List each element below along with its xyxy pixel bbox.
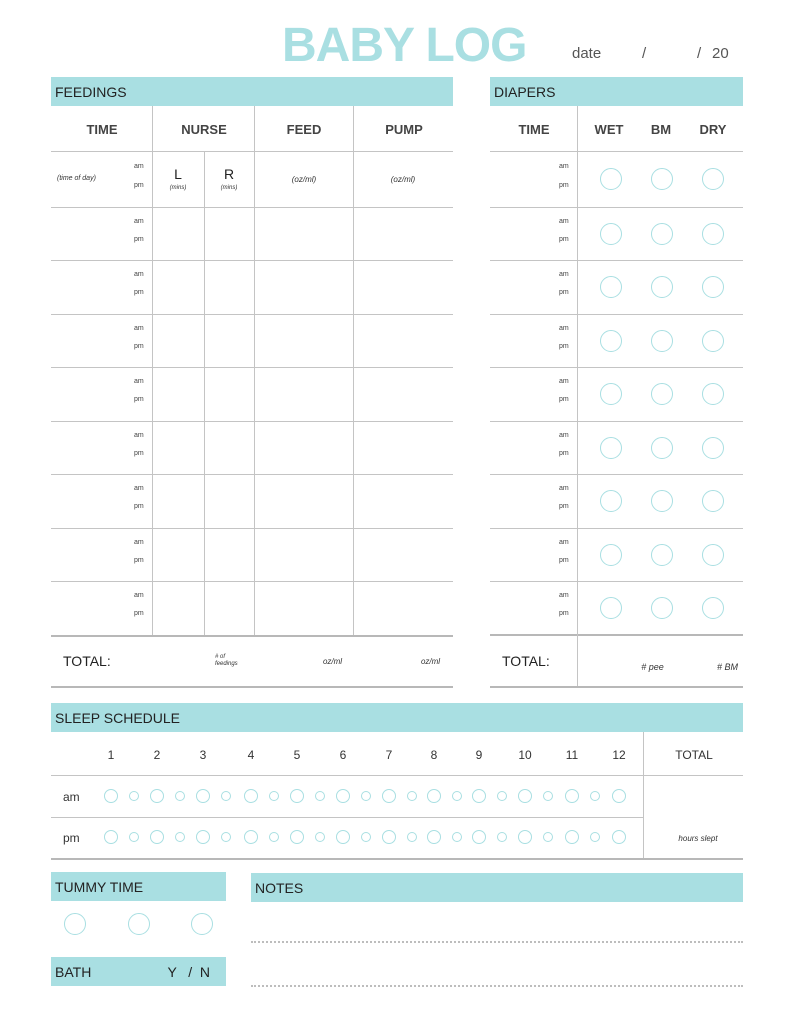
tummy-time-checkbox[interactable] [191, 913, 213, 935]
nurse-left-cell[interactable] [152, 314, 204, 367]
sleep-total-label: TOTAL [675, 748, 713, 762]
date-separator: / [697, 45, 702, 62]
feedings-column-header: PUMP [385, 122, 423, 137]
am-label: am [559, 218, 569, 225]
feeding-time-cell[interactable] [51, 207, 152, 260]
feed-amount-cell[interactable] [254, 367, 353, 421]
sleep-am-half-hour-circle[interactable] [543, 791, 553, 801]
pm-label: pm [559, 503, 569, 510]
feedings-title: FEEDINGS [55, 83, 127, 100]
total-pump-unit: oz/ml [420, 657, 441, 666]
wet-checkbox[interactable] [600, 223, 622, 245]
sleep-pm-hour-circle[interactable] [472, 830, 486, 844]
hour-label: 5 [293, 748, 301, 762]
hour-label: 7 [385, 748, 393, 762]
nurse-left-cell[interactable] [152, 367, 204, 421]
pump-unit-hint: (oz/ml) [390, 175, 416, 184]
pm-label: pm [559, 610, 569, 617]
feed-amount-cell[interactable] [254, 421, 353, 474]
sleep-pm-hour-circle[interactable] [196, 830, 210, 844]
bm-checkbox[interactable] [651, 168, 673, 190]
sleep-pm-half-hour-circle[interactable] [361, 832, 371, 842]
sleep-am-half-hour-circle[interactable] [407, 791, 417, 801]
feeding-time-cell[interactable] [51, 421, 152, 474]
pm-label: pm [134, 396, 144, 403]
sleep-am-hour-circle[interactable] [518, 789, 532, 803]
bm-checkbox[interactable] [651, 276, 673, 298]
total-bottom-line [490, 686, 743, 688]
pm-label: pm [134, 343, 144, 350]
sleep-am-hour-circle[interactable] [290, 789, 304, 803]
am-label: am [134, 218, 144, 225]
sleep-am-half-hour-circle[interactable] [221, 791, 231, 801]
pm-label: pm [559, 450, 569, 457]
hour-label: 3 [199, 748, 207, 762]
feedings-column-header: NURSE [181, 122, 227, 137]
sleep-am-half-hour-circle[interactable] [361, 791, 371, 801]
pm-label: pm [134, 557, 144, 564]
sleep-am-hour-circle[interactable] [196, 789, 210, 803]
sleep-am-hour-circle[interactable] [336, 789, 350, 803]
diapers-total-label: TOTAL: [502, 653, 550, 669]
dry-checkbox[interactable] [702, 383, 724, 405]
pm-label: pm [559, 557, 569, 564]
hour-label: 12 [612, 748, 626, 762]
am-label: am [134, 485, 144, 492]
am-label: am [134, 325, 144, 332]
time-hint: (time of day) [57, 175, 96, 182]
mins-hint: (mins) [220, 185, 238, 191]
diaper-time-cell[interactable] [490, 421, 577, 474]
bm-checkbox[interactable] [651, 544, 673, 566]
diapers-column-header: WET [594, 122, 624, 137]
pm-label: pm [559, 343, 569, 350]
sleep-pm-hour-circle[interactable] [427, 830, 441, 844]
notes-line[interactable] [251, 985, 743, 987]
sleep-am-hour-circle[interactable] [472, 789, 486, 803]
diaper-time-cell[interactable] [490, 260, 577, 314]
nurse-right-cell[interactable] [204, 207, 254, 260]
row-divider [51, 817, 643, 818]
feed-amount-cell[interactable] [254, 314, 353, 367]
sleep-pm-hour-circle[interactable] [336, 830, 350, 844]
feed-amount-cell[interactable] [254, 581, 353, 635]
notes-line[interactable] [251, 941, 743, 943]
wet-checkbox[interactable] [600, 330, 622, 352]
hour-label: 6 [339, 748, 347, 762]
nurse-right-cell[interactable] [204, 314, 254, 367]
diaper-time-cell[interactable] [490, 367, 577, 421]
pump-amount-cell[interactable] [353, 474, 453, 528]
sleep-am-hour-circle[interactable] [382, 789, 396, 803]
am-label: am [134, 539, 144, 546]
diapers-column-header: BM [650, 122, 672, 137]
tummy-time-checkbox[interactable] [128, 913, 150, 935]
sleep-pm-half-hour-circle[interactable] [407, 832, 417, 842]
sleep-pm-half-hour-circle[interactable] [129, 832, 139, 842]
wet-checkbox[interactable] [600, 437, 622, 459]
wet-checkbox[interactable] [600, 597, 622, 619]
total-feedings-hint: feedings [215, 661, 238, 667]
am-label: am [559, 432, 569, 439]
feeding-time-cell[interactable] [51, 474, 152, 528]
diapers-column-header: DRY [699, 122, 727, 137]
diapers-title: DIAPERS [494, 83, 556, 100]
sleep-pm-hour-circle[interactable] [612, 830, 626, 844]
bm-checkbox[interactable] [651, 223, 673, 245]
sleep-pm-hour-circle[interactable] [244, 830, 258, 844]
diaper-time-cell[interactable] [490, 314, 577, 367]
pm-label: pm [134, 610, 144, 617]
am-label: am [134, 271, 144, 278]
pm-label: pm [134, 236, 144, 243]
wet-checkbox[interactable] [600, 383, 622, 405]
notes-title: NOTES [255, 879, 304, 896]
sleep-pm-hour-circle[interactable] [290, 830, 304, 844]
sleep-am-half-hour-circle[interactable] [175, 791, 185, 801]
feed-amount-cell[interactable] [254, 474, 353, 528]
hour-label: 4 [247, 748, 255, 762]
diaper-time-cell[interactable] [490, 528, 577, 581]
feeding-time-cell[interactable] [51, 581, 152, 635]
wet-checkbox[interactable] [600, 490, 622, 512]
date-year-prefix: 20 [712, 45, 729, 62]
sleep-pm-half-hour-circle[interactable] [315, 832, 325, 842]
pm-label: pm [559, 236, 569, 243]
row-divider [51, 775, 643, 776]
bm-checkbox[interactable] [651, 383, 673, 405]
nurse-left-cell[interactable] [152, 421, 204, 474]
total-bottom-line [51, 686, 453, 688]
feedings-column-header: TIME [86, 122, 118, 137]
bath-header [51, 957, 226, 986]
sleep-am-half-hour-circle[interactable] [452, 791, 462, 801]
date-label: date [572, 45, 602, 62]
sleep-pm-half-hour-circle[interactable] [221, 832, 231, 842]
pump-amount-cell[interactable] [353, 367, 453, 421]
sleep-am-hour-circle[interactable] [244, 789, 258, 803]
feed-amount-cell[interactable] [254, 207, 353, 260]
pm-label: pm [134, 450, 144, 457]
diapers-header [490, 77, 743, 106]
diaper-time-cell[interactable] [490, 474, 577, 528]
sleep-am-half-hour-circle[interactable] [269, 791, 279, 801]
diapers-total-field[interactable] [578, 636, 743, 684]
pm-label: pm [559, 289, 569, 296]
bath-title: BATH [55, 963, 92, 980]
sleep-pm-hour-circle[interactable] [518, 830, 532, 844]
dry-checkbox[interactable] [702, 437, 724, 459]
total-bm-hint: # BM [716, 662, 738, 672]
bm-checkbox[interactable] [651, 597, 673, 619]
pm-row-label: pm [63, 831, 80, 845]
sleep-pm-half-hour-circle[interactable] [543, 832, 553, 842]
nurse-left-cell[interactable] [152, 474, 204, 528]
sleep-am-half-hour-circle[interactable] [497, 791, 507, 801]
feedings-total-field[interactable] [120, 640, 453, 684]
pump-amount-cell[interactable] [353, 528, 453, 581]
am-label: am [559, 378, 569, 385]
total-feedings-hint: # of [215, 654, 226, 660]
feeding-time-cell[interactable] [51, 528, 152, 581]
mins-hint: (mins) [169, 185, 187, 191]
am-label: am [559, 485, 569, 492]
feeding-time-cell[interactable] [51, 260, 152, 314]
am-label: am [559, 592, 569, 599]
row-divider [51, 635, 453, 637]
bath-options[interactable]: Y / N [167, 963, 210, 980]
tummy-time-checkbox[interactable] [64, 913, 86, 935]
bm-checkbox[interactable] [651, 437, 673, 459]
feed-amount-cell[interactable] [254, 528, 353, 581]
wet-checkbox[interactable] [600, 544, 622, 566]
sleep-am-hour-circle[interactable] [612, 789, 626, 803]
date-separator: / [642, 45, 647, 62]
nurse-right-cell[interactable] [204, 260, 254, 314]
sleep-title: SLEEP SCHEDULE [55, 709, 181, 726]
dry-checkbox[interactable] [702, 544, 724, 566]
sleep-bottom-line [51, 858, 743, 860]
nurse-left-cell[interactable] [152, 581, 204, 635]
sleep-am-half-hour-circle[interactable] [590, 791, 600, 801]
sleep-am-hour-circle[interactable] [150, 789, 164, 803]
tummy-time-title: TUMMY TIME [55, 878, 144, 895]
hour-label: 11 [565, 748, 579, 762]
diaper-time-cell[interactable] [490, 581, 577, 634]
pm-label: pm [134, 503, 144, 510]
nurse-left-cell[interactable] [152, 260, 204, 314]
pump-amount-cell[interactable] [353, 314, 453, 367]
hour-label: 1 [107, 748, 115, 762]
feed-amount-cell[interactable] [254, 260, 353, 314]
feedings-header [51, 77, 453, 106]
sleep-pm-hour-circle[interactable] [565, 830, 579, 844]
pm-label: pm [559, 182, 569, 189]
total-feed-unit: oz/ml [322, 657, 343, 666]
feed-unit-hint: (oz/ml) [291, 175, 317, 184]
nurse-right-cell[interactable] [204, 474, 254, 528]
dry-checkbox[interactable] [702, 330, 724, 352]
dry-checkbox[interactable] [702, 490, 724, 512]
dry-checkbox[interactable] [702, 168, 724, 190]
feeding-time-cell[interactable] [51, 314, 152, 367]
feeding-time-cell[interactable] [51, 367, 152, 421]
sleep-am-hour-circle[interactable] [565, 789, 579, 803]
diapers-column-header: TIME [518, 122, 550, 137]
hour-label: 10 [518, 748, 532, 762]
sleep-pm-half-hour-circle[interactable] [452, 832, 462, 842]
am-label: am [559, 271, 569, 278]
pump-amount-cell[interactable] [353, 260, 453, 314]
nurse-left-cell[interactable] [152, 528, 204, 581]
diaper-time-cell[interactable] [490, 151, 577, 207]
nurse-right-cell[interactable] [204, 367, 254, 421]
pm-label: pm [134, 182, 144, 189]
notes-header [251, 873, 743, 902]
sleep-pm-hour-circle[interactable] [104, 830, 118, 844]
pump-amount-cell[interactable] [353, 581, 453, 635]
bm-checkbox[interactable] [651, 330, 673, 352]
am-label: am [134, 432, 144, 439]
pump-amount-cell[interactable] [353, 207, 453, 260]
hour-label: 9 [475, 748, 483, 762]
hour-label: 2 [153, 748, 161, 762]
diaper-time-cell[interactable] [490, 207, 577, 260]
dry-checkbox[interactable] [702, 223, 724, 245]
sleep-pm-half-hour-circle[interactable] [497, 832, 507, 842]
am-row-label: am [63, 790, 80, 804]
wet-checkbox[interactable] [600, 276, 622, 298]
feedings-column-header: FEED [286, 122, 322, 137]
hours-slept-hint: hours slept [678, 834, 718, 843]
page-title: BABY LOG [282, 19, 527, 72]
nurse-right-cell[interactable] [204, 528, 254, 581]
sleep-header [51, 703, 743, 732]
dry-checkbox[interactable] [702, 597, 724, 619]
sleep-am-half-hour-circle[interactable] [129, 791, 139, 801]
sleep-am-hour-circle[interactable] [427, 789, 441, 803]
feedings-total-label: TOTAL: [63, 653, 111, 669]
sleep-pm-half-hour-circle[interactable] [175, 832, 185, 842]
nurse-left-cell[interactable] [152, 207, 204, 260]
nurse-right-label: R [223, 166, 235, 182]
am-label: am [134, 163, 144, 170]
bm-checkbox[interactable] [651, 490, 673, 512]
sleep-pm-hour-circle[interactable] [382, 830, 396, 844]
sleep-am-hour-circle[interactable] [104, 789, 118, 803]
sleep-am-half-hour-circle[interactable] [315, 791, 325, 801]
sleep-total-field[interactable] [644, 776, 743, 826]
sleep-pm-half-hour-circle[interactable] [269, 832, 279, 842]
pump-amount-cell[interactable] [353, 421, 453, 474]
am-label: am [559, 325, 569, 332]
column-divider [577, 106, 578, 686]
pm-label: pm [559, 396, 569, 403]
dry-checkbox[interactable] [702, 276, 724, 298]
am-label: am [559, 539, 569, 546]
tummy-time-header [51, 872, 226, 901]
sleep-pm-half-hour-circle[interactable] [590, 832, 600, 842]
hour-label: 8 [430, 748, 438, 762]
sleep-pm-hour-circle[interactable] [150, 830, 164, 844]
wet-checkbox[interactable] [600, 168, 622, 190]
total-pee-hint: # pee [641, 662, 664, 672]
pm-label: pm [134, 289, 144, 296]
nurse-right-cell[interactable] [204, 581, 254, 635]
am-label: am [559, 163, 569, 170]
nurse-right-cell[interactable] [204, 421, 254, 474]
am-label: am [134, 592, 144, 599]
am-label: am [134, 378, 144, 385]
nurse-left-label: L [174, 166, 182, 182]
